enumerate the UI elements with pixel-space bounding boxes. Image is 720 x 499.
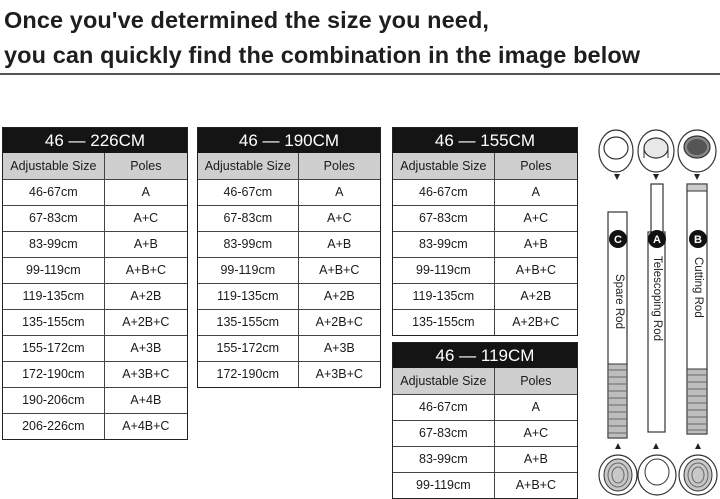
rod-b-bottom-thread <box>679 455 717 495</box>
table-row <box>3 205 187 231</box>
table-row <box>3 283 187 309</box>
rod-b-label: Cutting Rod <box>692 257 704 318</box>
rod-diagram <box>594 124 720 499</box>
size-cell: 83-99cm <box>393 231 494 257</box>
poles-cell: A+2B+C <box>298 309 380 335</box>
table-row <box>198 205 380 231</box>
size-table-grid <box>393 153 577 335</box>
table-title: 46 — 119CM <box>393 343 577 368</box>
poles-cell: A+B <box>494 446 577 472</box>
table-title: 46 — 190CM <box>198 128 380 153</box>
size-cell: 67-83cm <box>393 205 494 231</box>
size-cell: 190-206cm <box>3 387 104 413</box>
poles-cell: A+C <box>494 205 577 231</box>
table-row <box>198 361 380 387</box>
rod-c-label: Spare Rod <box>613 274 625 329</box>
table-row <box>393 420 577 446</box>
column-header-size: Adjustable Size <box>3 153 104 179</box>
size-cell: 46-67cm <box>393 179 494 205</box>
size-cell: 155-172cm <box>198 335 298 361</box>
rod-c-top-cap <box>599 130 633 172</box>
table-row <box>198 257 380 283</box>
poles-cell: A+4B+C <box>104 413 187 439</box>
poles-cell: A+3B <box>298 335 380 361</box>
table-row <box>3 335 187 361</box>
column-header-row <box>393 368 577 394</box>
headline-line-1: Once you've determined the size you need, <box>4 7 490 33</box>
table-row <box>393 205 577 231</box>
poles-cell: A+B <box>104 231 187 257</box>
rod-c <box>608 212 627 438</box>
size-table-grid <box>3 153 187 439</box>
poles-cell: A+3B <box>104 335 187 361</box>
table-row <box>3 387 187 413</box>
size-cell: 119-135cm <box>198 283 298 309</box>
rod-b-letter: B <box>694 234 702 246</box>
size-cell: 119-135cm <box>393 283 494 309</box>
poles-cell: A+C <box>494 420 577 446</box>
rod-a <box>648 184 666 432</box>
table-row <box>198 283 380 309</box>
size-table-119 <box>392 342 578 499</box>
size-cell: 83-99cm <box>393 446 494 472</box>
table-row <box>3 179 187 205</box>
rod-a-top-cap <box>638 130 674 172</box>
size-cell: 172-190cm <box>3 361 104 387</box>
size-cell: 135-155cm <box>3 309 104 335</box>
column-header-poles: Poles <box>298 153 380 179</box>
table-row <box>393 179 577 205</box>
size-cell: 83-99cm <box>198 231 298 257</box>
table-row <box>393 283 577 309</box>
rod-c-bottom-thread <box>599 455 637 495</box>
table-row <box>393 446 577 472</box>
column-header-poles: Poles <box>104 153 187 179</box>
table-row <box>3 257 187 283</box>
table-row <box>393 472 577 498</box>
headline-line-2: you can quickly find the combination in the image below <box>4 42 641 68</box>
rod-a-letter: A <box>653 234 661 246</box>
column-header-row <box>3 153 187 179</box>
size-cell: 155-172cm <box>3 335 104 361</box>
table-row <box>198 335 380 361</box>
size-table-grid <box>198 153 380 387</box>
size-cell: 119-135cm <box>3 283 104 309</box>
poles-cell: A+3B+C <box>298 361 380 387</box>
table-row <box>3 309 187 335</box>
table-row <box>393 394 577 420</box>
size-cell: 67-83cm <box>393 420 494 446</box>
poles-cell: A+2B <box>104 283 187 309</box>
column-header-size: Adjustable Size <box>393 368 494 394</box>
table-row <box>198 309 380 335</box>
poles-cell: A+B+C <box>298 257 380 283</box>
size-cell: 83-99cm <box>3 231 104 257</box>
poles-cell: A+B <box>494 231 577 257</box>
poles-cell: A+2B <box>494 283 577 309</box>
poles-cell: A <box>298 179 380 205</box>
table-title: 46 — 226CM <box>3 128 187 153</box>
size-cell: 172-190cm <box>198 361 298 387</box>
poles-cell: A+3B+C <box>104 361 187 387</box>
rod-a-bottom-cap <box>638 455 676 495</box>
poles-cell: A+2B <box>298 283 380 309</box>
column-header-size: Adjustable Size <box>393 153 494 179</box>
size-cell: 46-67cm <box>393 394 494 420</box>
table-row <box>3 361 187 387</box>
poles-cell: A+B+C <box>104 257 187 283</box>
table-row <box>393 309 577 335</box>
poles-cell: A+2B+C <box>494 309 577 335</box>
rod-b <box>687 184 707 434</box>
poles-cell: A+C <box>298 205 380 231</box>
poles-cell: A <box>494 394 577 420</box>
poles-cell: A <box>494 179 577 205</box>
poles-cell: A+B <box>298 231 380 257</box>
divider <box>0 73 720 75</box>
poles-cell: A+B+C <box>494 257 577 283</box>
size-table-155 <box>392 127 578 336</box>
table-row <box>393 231 577 257</box>
size-cell: 67-83cm <box>198 205 298 231</box>
table-title: 46 — 155CM <box>393 128 577 153</box>
column-header-row <box>393 153 577 179</box>
table-row <box>3 231 187 257</box>
poles-cell: A+C <box>104 205 187 231</box>
size-cell: 99-119cm <box>393 257 494 283</box>
table-row <box>198 231 380 257</box>
headline <box>4 3 720 73</box>
rod-a-label: Telescoping Rod <box>651 256 663 342</box>
column-header-row <box>198 153 380 179</box>
rod-b-top-cap <box>678 130 716 172</box>
size-cell: 46-67cm <box>198 179 298 205</box>
size-cell: 206-226cm <box>3 413 104 439</box>
size-table-grid <box>393 368 577 498</box>
poles-cell: A+2B+C <box>104 309 187 335</box>
size-cell: 99-119cm <box>198 257 298 283</box>
table-row <box>198 179 380 205</box>
size-cell: 99-119cm <box>393 472 494 498</box>
poles-cell: A+4B <box>104 387 187 413</box>
poles-cell: A+B+C <box>494 472 577 498</box>
size-table-226 <box>2 127 188 440</box>
column-header-size: Adjustable Size <box>198 153 298 179</box>
size-cell: 67-83cm <box>3 205 104 231</box>
poles-cell: A <box>104 179 187 205</box>
size-cell: 46-67cm <box>3 179 104 205</box>
size-cell: 135-155cm <box>198 309 298 335</box>
table-row <box>393 257 577 283</box>
size-table-190 <box>197 127 381 388</box>
rod-c-letter: C <box>614 234 622 246</box>
size-cell: 135-155cm <box>393 309 494 335</box>
column-header-poles: Poles <box>494 153 577 179</box>
column-header-poles: Poles <box>494 368 577 394</box>
size-cell: 99-119cm <box>3 257 104 283</box>
table-row <box>3 413 187 439</box>
